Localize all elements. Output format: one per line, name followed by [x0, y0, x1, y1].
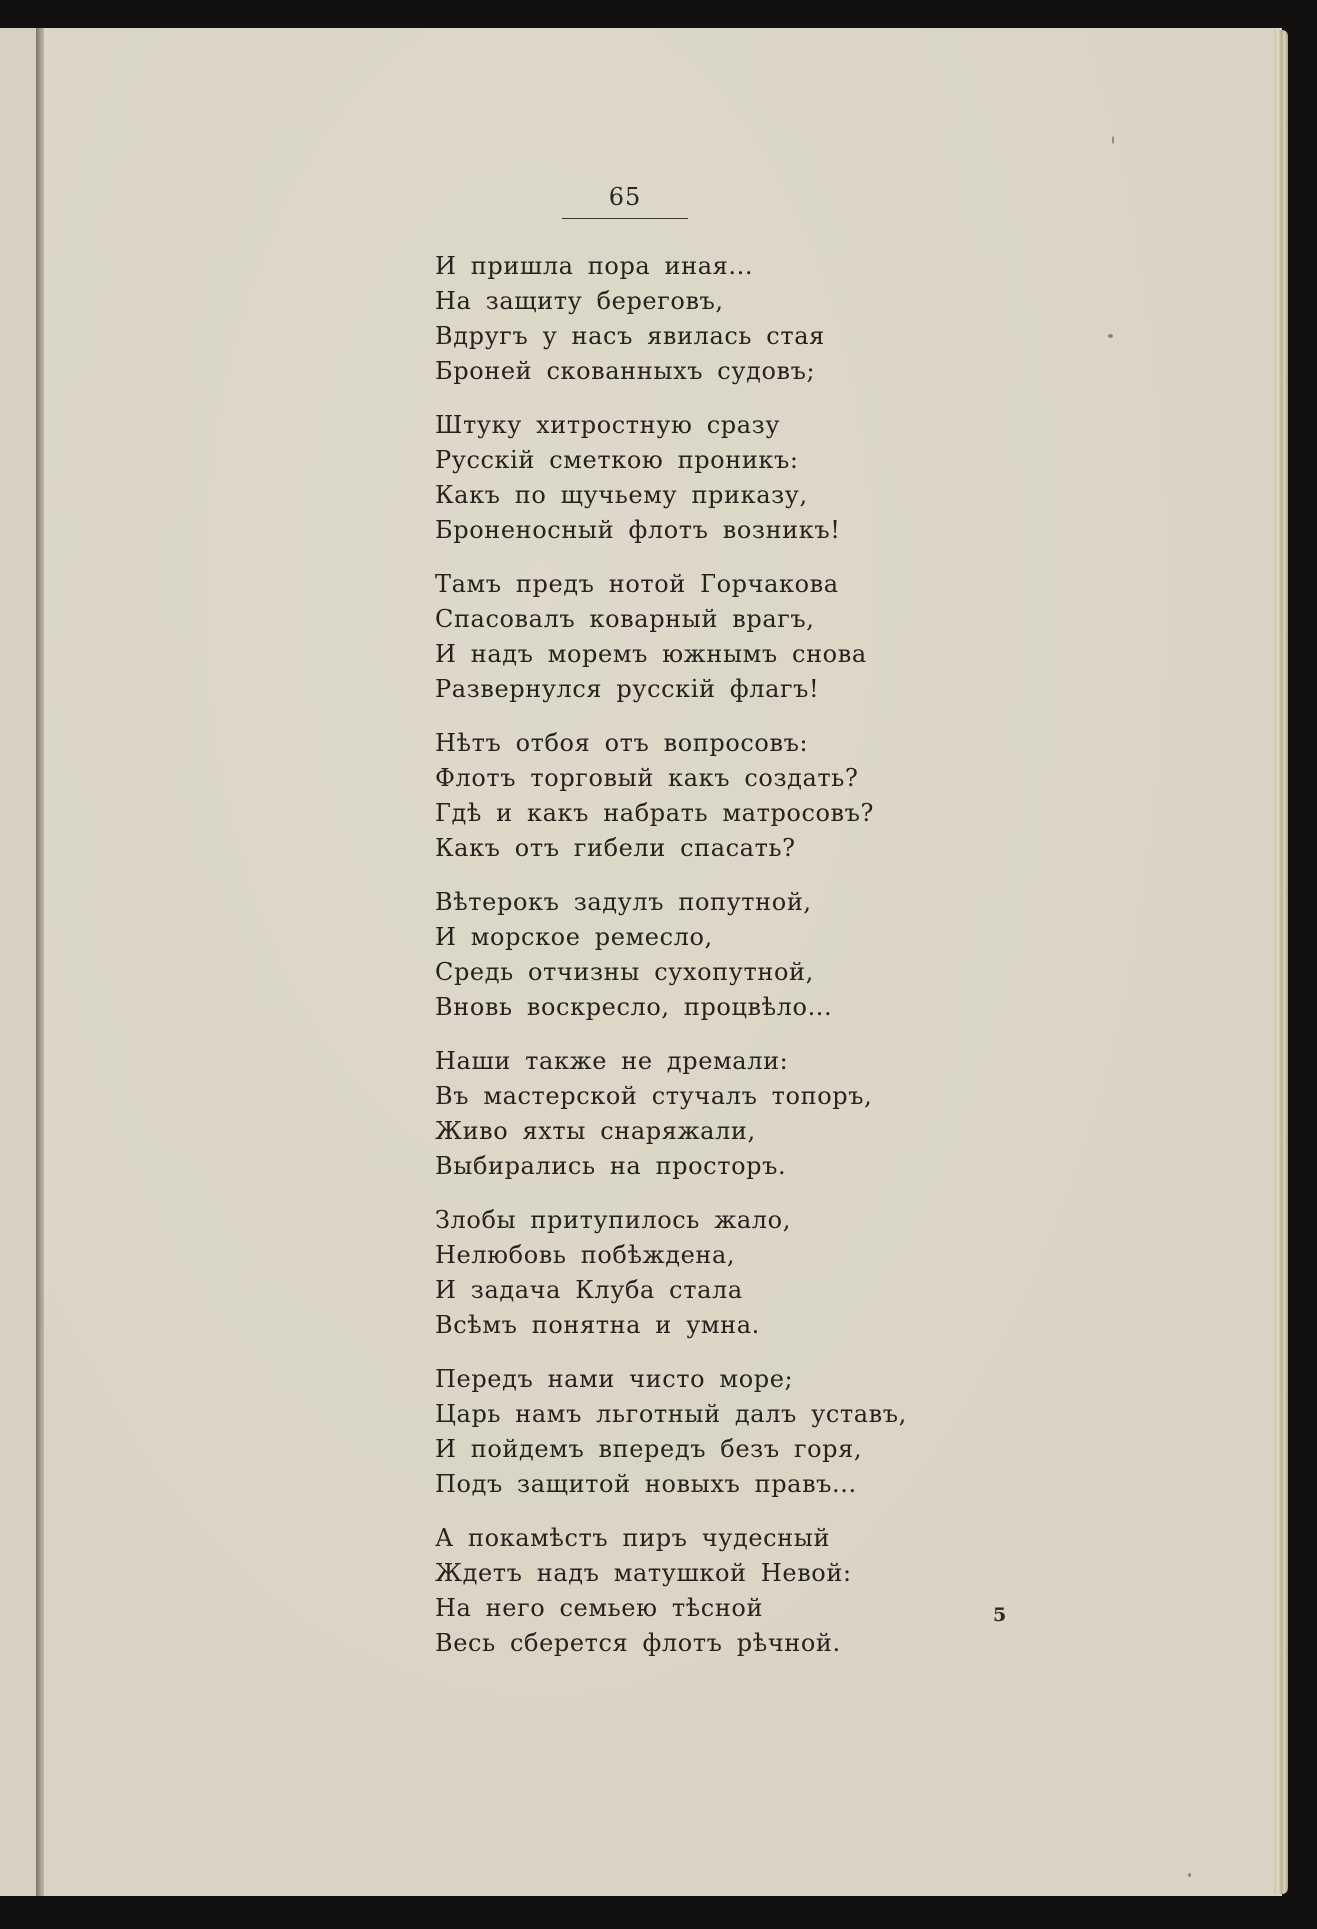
poem-line: Какъ отъ гибели спасать? — [435, 834, 796, 862]
stanza-5 — [435, 885, 907, 1025]
poem-line: Ждетъ надъ матушкой Невой: — [435, 1559, 852, 1587]
poem-line: Вдругъ у насъ явилась стая — [435, 322, 825, 350]
previous-page-edge — [0, 28, 37, 1896]
poem-line: Броненосный флотъ возникъ! — [435, 516, 841, 544]
paper-speck — [1112, 136, 1114, 144]
stanza-1 — [435, 249, 907, 389]
poem-line: На защиту береговъ, — [435, 287, 724, 315]
paper-speck — [1108, 334, 1113, 338]
stanza-4 — [435, 726, 907, 866]
poem-line: Весь сберется флотъ рѣчной. — [435, 1629, 841, 1657]
book-gutter — [36, 28, 44, 1896]
poem-line: А покамѣстъ пиръ чудесный — [435, 1524, 831, 1552]
poem-line: Злобы притупилось жало, — [435, 1206, 791, 1234]
poem-line: Нѣтъ отбоя отъ вопросовъ: — [435, 729, 809, 757]
page-stack-edge — [1274, 30, 1288, 1894]
poem-line: Выбирались на просторъ. — [435, 1152, 787, 1180]
poem-line: Царь намъ льготный далъ уставъ, — [435, 1400, 907, 1428]
paper-speck — [1188, 1873, 1191, 1877]
poem-line: Въ мастерской стучалъ топоръ, — [435, 1082, 873, 1110]
poem-line: На него семьею тѣсной — [435, 1594, 764, 1622]
poem-line: Какъ по щучьему приказу, — [435, 481, 808, 509]
page-number: 65 — [608, 183, 642, 211]
poem-line: Тамъ предъ нотой Горчакова — [435, 570, 839, 598]
poem-line: И надъ моремъ южнымъ снова — [435, 640, 867, 668]
poem-line: Живо яхты снаряжали, — [435, 1117, 756, 1145]
poem-line: Наши также не дремали: — [435, 1047, 789, 1075]
signature-mark: 5 — [993, 1604, 1007, 1626]
poem-line: И пришла пора иная... — [435, 252, 754, 280]
stanza-3 — [435, 567, 907, 707]
header-rule — [562, 218, 688, 219]
poem-line: И пойдемъ впередъ безъ горя, — [435, 1435, 863, 1463]
stanza-6 — [435, 1044, 907, 1184]
stanza-7 — [435, 1203, 907, 1343]
poem-line: Подъ защитой новыхъ правъ... — [435, 1470, 857, 1498]
poem-line: И задача Клуба стала — [435, 1276, 743, 1304]
stanza-8 — [435, 1362, 907, 1502]
poem-line: И морское ремесло, — [435, 923, 713, 951]
poem — [435, 249, 907, 1680]
poem-line: Нелюбовь побѣждена, — [435, 1241, 736, 1269]
poem-line: Передъ нами чисто море; — [435, 1365, 794, 1393]
stanza-2 — [435, 408, 907, 548]
poem-line: Вновь воскресло, процвѣло... — [435, 993, 833, 1021]
poem-line: Вѣтерокъ задулъ попутной, — [435, 888, 812, 916]
poem-line: Развернулся русскій флагъ! — [435, 675, 820, 703]
poem-line: Флотъ торговый какъ создать? — [435, 764, 859, 792]
stanza-9 — [435, 1521, 907, 1661]
poem-line: Средь отчизны сухопутной, — [435, 958, 814, 986]
poem-line: Броней скованныхъ судовъ; — [435, 357, 816, 385]
poem-line: Русскій сметкою проникъ: — [435, 446, 799, 474]
poem-line: Всѣмъ понятна и умна. — [435, 1311, 760, 1339]
poem-line: Спасовалъ коварный врагъ, — [435, 605, 815, 633]
poem-line: Штуку хитростную сразу — [435, 411, 781, 439]
page-header — [560, 184, 690, 219]
poem-line: Гдѣ и какъ набрать матросовъ? — [435, 799, 875, 827]
